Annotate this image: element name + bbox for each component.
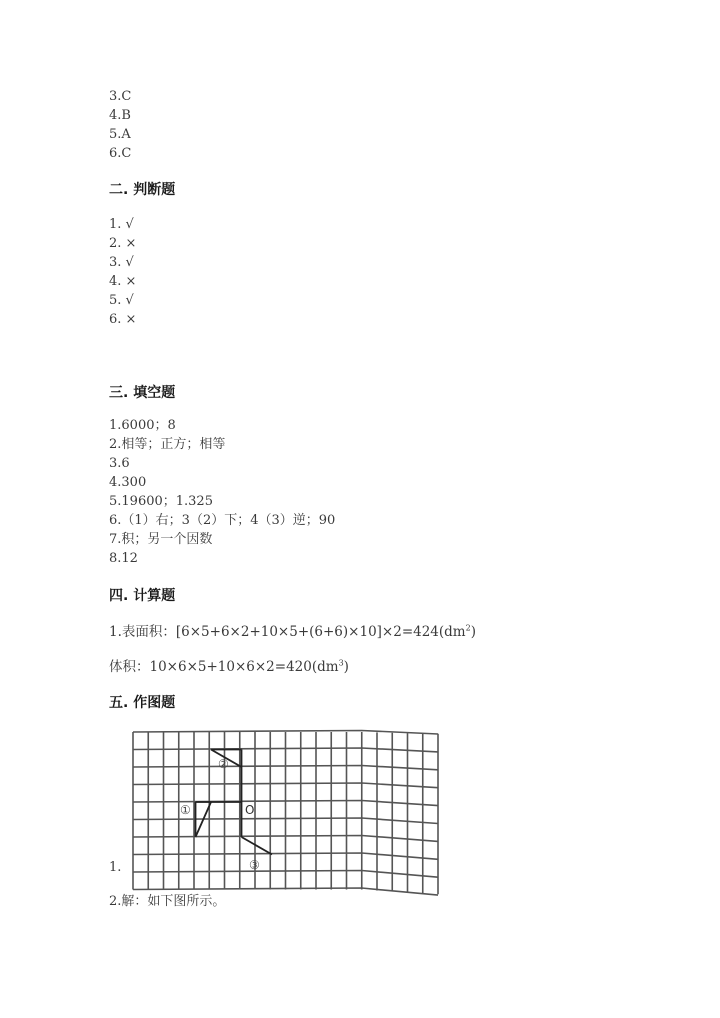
label-shape-1: ① [180, 803, 191, 817]
surface-area-exponent: 2 [465, 623, 471, 633]
fill-answer-4: 4.300 [109, 475, 147, 490]
shape-3 [242, 837, 273, 855]
section-judge-title: 二. 判断题 [109, 182, 176, 198]
draw-item-1-label: 1. [109, 860, 122, 875]
judge-answer-3: 3. √ [109, 255, 134, 270]
label-origin: O [245, 803, 255, 817]
fill-answer-2: 2.相等；正方；相等 [109, 437, 226, 452]
choice-answer-6: 6.C [109, 146, 132, 161]
choice-answer-4: 4.B [109, 108, 131, 123]
center-axes [211, 767, 242, 837]
volume-text: 体积：10×6×5+10×6×2=420(dm [109, 659, 339, 675]
judge-answer-2: 2. × [109, 236, 137, 251]
volume-close: ) [343, 659, 349, 675]
fill-answer-8: 8.12 [109, 551, 138, 566]
volume-formula [109, 655, 349, 675]
rotation-grid-figure [128, 728, 443, 896]
judge-answer-1: 1. √ [109, 217, 134, 232]
choice-answer-3: 3.C [109, 89, 132, 104]
fill-answer-6: 6.（1）右；3（2）下；4（3）逆；90 [109, 513, 336, 528]
surface-area-close: ) [470, 624, 476, 640]
judge-answer-6: 6. × [109, 312, 137, 327]
judge-answer-4: 4. × [109, 274, 137, 289]
label-shape-2: ② [218, 757, 229, 771]
draw-item-2: 2.解：如下图所示。 [109, 894, 226, 909]
section-calc-title: 四. 计算题 [109, 588, 176, 604]
fill-answer-7: 7.积；另一个因数 [109, 532, 213, 547]
surface-area-text: 1.表面积：[6×5+6×2+10×5+(6+6)×10]×2=424(dm [109, 624, 466, 640]
section-fill-title: 三. 填空题 [109, 385, 176, 401]
label-shape-3: ③ [249, 858, 260, 872]
grid-lines [133, 731, 438, 896]
fill-answer-5: 5.19600；1.325 [109, 494, 213, 509]
judge-answer-5: 5. √ [109, 293, 134, 308]
choice-answer-5: 5.A [109, 127, 131, 142]
fill-answer-3: 3.6 [109, 456, 130, 471]
surface-area-formula [109, 620, 476, 640]
volume-exponent: 3 [338, 658, 344, 668]
fill-answer-1: 1.6000；8 [109, 418, 176, 433]
section-draw-title: 五. 作图题 [109, 695, 176, 711]
